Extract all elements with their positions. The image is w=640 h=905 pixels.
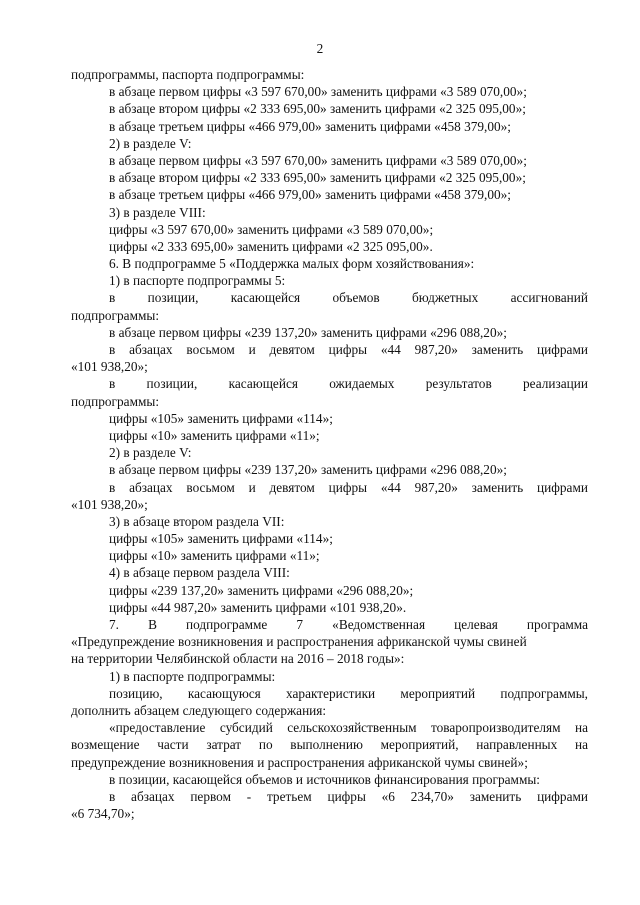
- text-line: цифры «105» заменить цифрами «114»;: [109, 531, 333, 547]
- text-line: в абзаце первом цифры «3 597 670,00» заменить цифрами «3 589 070,00»;: [109, 152, 527, 168]
- text-line: 3) в разделе VIII:: [109, 204, 206, 220]
- text-line: 1) в паспорте подпрограммы 5:: [109, 273, 286, 289]
- text-line: цифры «105» заменить цифрами «114»;: [109, 410, 333, 426]
- text-line: 4) в абзаце первом раздела VIII:: [109, 565, 290, 581]
- text-line: в абзацах восьмом и девятом цифры «44 987,20» заменить цифрами: [109, 342, 588, 357]
- text-line: в абзаце первом цифры «239 137,20» заменить цифрами «296 088,20»;: [109, 324, 507, 340]
- text-line: дополнить абзацем следующего содержания:: [71, 702, 327, 718]
- text-line: 2) в разделе V:: [109, 445, 192, 461]
- page-number: 2: [316, 41, 324, 56]
- text-line: 6. В подпрограмме 5 «Поддержка малых форм хозяйствования»:: [109, 256, 475, 272]
- text-line: подпрограммы:: [71, 307, 160, 323]
- text-line: цифры «10» заменить цифрами «11»;: [109, 548, 320, 564]
- text-line: цифры «44 987,20» заменить цифрами «101 938,20».: [109, 599, 407, 615]
- text-line: в абзаце первом цифры «3 597 670,00» заменить цифрами «3 589 070,00»;: [109, 84, 527, 100]
- text-line: цифры «3 597 670,00» заменить цифрами «3 589 070,00»;: [109, 221, 434, 237]
- text-line: позицию, касающуюся характеристики мероприятий подпрограммы,: [109, 685, 588, 701]
- text-line: в позиции, касающейся ожидаемых результатов реализации: [109, 376, 588, 392]
- text-line: на территории Челябинской области на 2016 – 2018 годы»:: [71, 651, 405, 667]
- text-line: цифры «2 333 695,00» заменить цифрами «2 325 095,00».: [109, 238, 433, 254]
- text-line: предупреждение возникновения и распространения африканской чумы свиней»;: [71, 754, 528, 770]
- text-line: 3) в абзаце втором раздела VII:: [109, 513, 285, 529]
- text-line: в абзаце третьем цифры «466 979,00» заменить цифрами «458 379,00»;: [109, 187, 511, 203]
- text-line: подпрограммы, паспорта подпрограммы:: [71, 67, 305, 82]
- text-line: в абзацах первом - третьем цифры «6 234,70» заменить цифрами: [109, 788, 588, 804]
- text-line: в позиции, касающейся объемов бюджетных ассигнований: [109, 290, 588, 306]
- text-line: 1) в паспорте подпрограммы:: [109, 668, 276, 684]
- text-line: «Предупреждение возникновения и распространения африканской чумы свиней: [71, 634, 527, 650]
- text-line: в абзацах восьмом и девятом цифры «44 987,20» заменить цифрами: [109, 479, 588, 495]
- text-line: в абзаце третьем цифры «466 979,00» заменить цифрами «458 379,00»;: [109, 118, 511, 134]
- text-line: подпрограммы:: [71, 393, 160, 409]
- text-line: 2) в разделе V:: [109, 135, 192, 151]
- text-line: 7. В подпрограмме 7 «Ведомственная целевая программа: [109, 617, 588, 632]
- text-line: в абзаце первом цифры «239 137,20» заменить цифрами «296 088,20»;: [109, 462, 507, 478]
- text-line: в абзаце втором цифры «2 333 695,00» заменить цифрами «2 325 095,00»;: [109, 170, 526, 186]
- text-line: в позиции, касающейся объемов и источников финансирования программы:: [109, 771, 540, 787]
- document-body: [71, 66, 588, 822]
- text-line: возмещение части затрат по выполнению мероприятий, направленных на: [71, 737, 588, 753]
- text-line: цифры «239 137,20» заменить цифрами «296 088,20»;: [109, 582, 414, 598]
- text-line: в абзаце втором цифры «2 333 695,00» заменить цифрами «2 325 095,00»;: [109, 101, 526, 117]
- text-line: «101 938,20»;: [71, 359, 148, 375]
- text-line: «предоставление субсидий сельскохозяйственным товаропроизводителям на: [109, 720, 588, 736]
- text-line: «101 938,20»;: [71, 496, 148, 512]
- text-line: цифры «10» заменить цифрами «11»;: [109, 427, 320, 443]
- text-line: «6 734,70»;: [71, 806, 135, 822]
